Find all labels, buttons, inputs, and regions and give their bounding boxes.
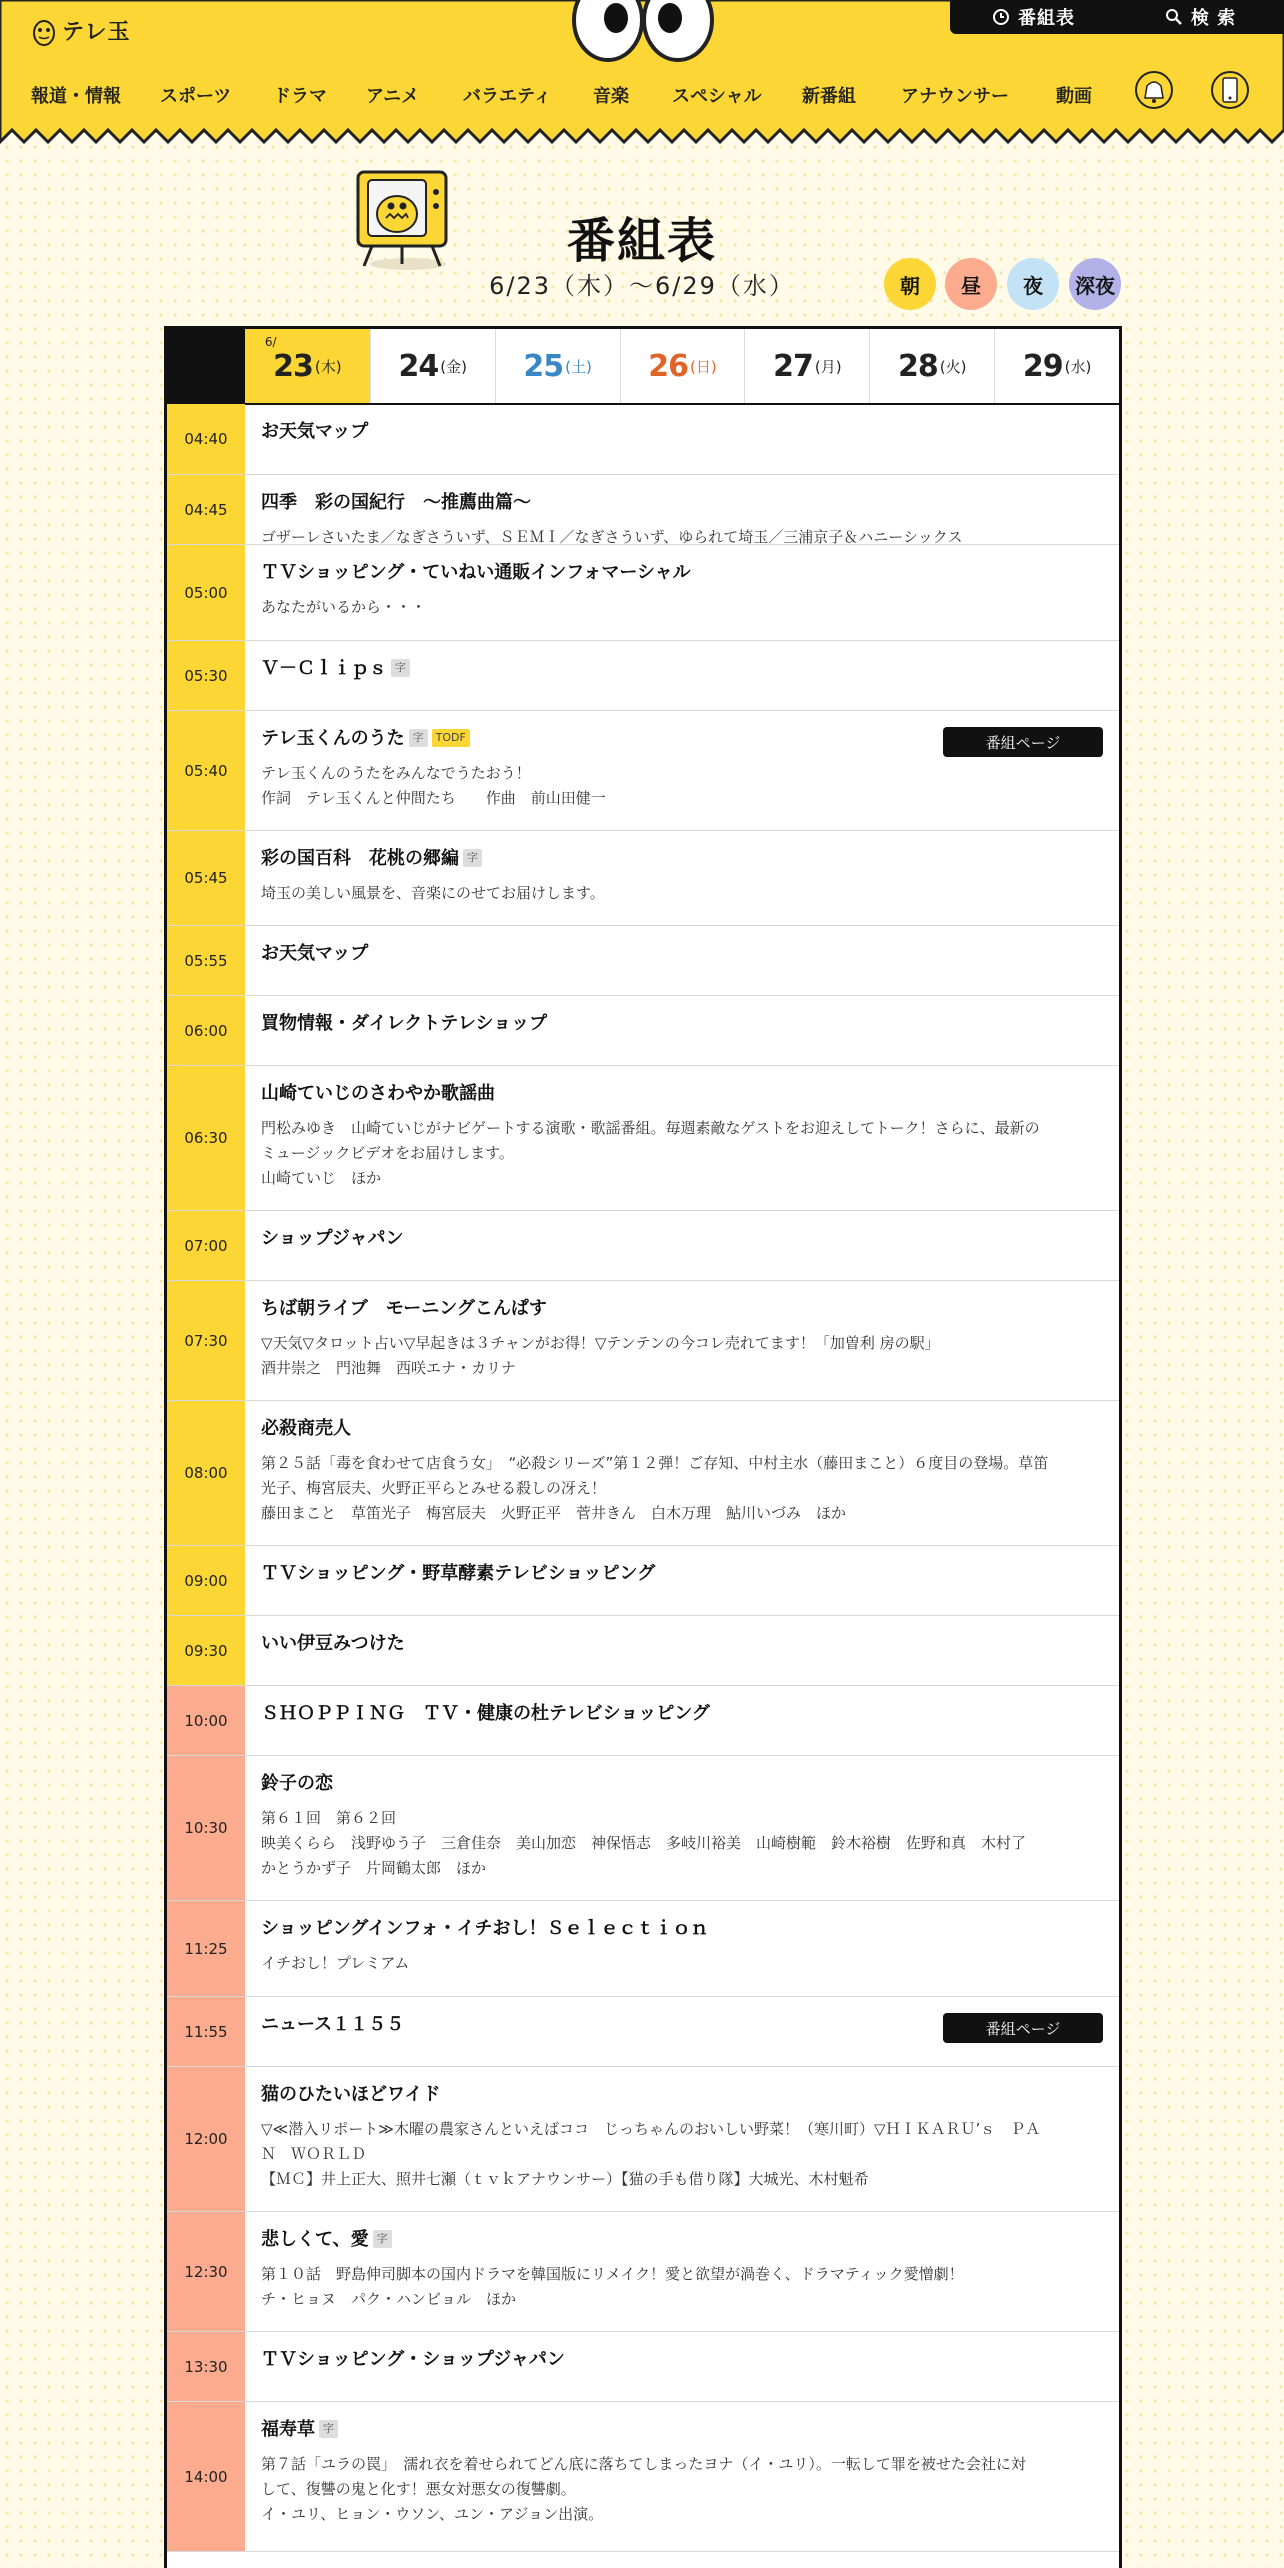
program-title-text: ＳＨＯＰＰＩＮＧ ＴＶ・健康の杜テレビショッピング: [261, 1703, 710, 1724]
program-title[interactable]: [261, 942, 1103, 966]
program-row[interactable]: [167, 641, 1119, 711]
subtitle-badge: 字: [463, 849, 482, 867]
program-row[interactable]: [167, 2402, 1119, 2552]
day-tab-weekday: (水): [1064, 357, 1092, 376]
program-title[interactable]: [261, 1297, 1103, 1321]
program-description-line: ▽天気▽タロット占い▽早起きは３チャンがお得！▽テンテンの今コレ売れてます！「加曽利 房の駅」: [261, 1334, 940, 1352]
program-title[interactable]: [261, 1702, 1103, 1726]
day-tab-number: 27: [773, 348, 813, 384]
day-tab-month: 6/: [264, 335, 277, 349]
program-row[interactable]: [167, 1686, 1119, 1756]
site-logo[interactable]: [32, 14, 131, 46]
page-title: 番組表: [566, 213, 717, 269]
program-title[interactable]: [261, 1632, 1103, 1656]
program-title-text: ＴＶショッピング・ていねい通販インフォマーシャル: [261, 562, 691, 583]
program-title-text: 必殺商売人: [261, 1418, 351, 1439]
program-page-button[interactable]: 番組ページ: [943, 727, 1103, 757]
program-time: 07:00: [167, 1211, 245, 1280]
day-tab-weekday: (木): [314, 357, 342, 376]
day-tab-weekday: (日): [690, 357, 717, 376]
time-of-day-morning[interactable]: 朝: [884, 258, 936, 310]
nav-video[interactable]: 動画: [1056, 86, 1092, 107]
todf-badge: TODF: [432, 729, 470, 747]
program-body: [245, 1211, 1119, 1280]
program-time: 11:25: [167, 1901, 245, 1996]
time-of-day-night[interactable]: 夜: [1007, 258, 1059, 310]
nav-music[interactable]: 音楽: [593, 86, 629, 107]
program-time: 12:00: [167, 2067, 245, 2211]
day-tab-weekday: (金): [440, 357, 467, 376]
day-tab-number: 26: [648, 348, 688, 384]
mascot-eyes-icon: [568, 0, 718, 64]
program-title-text: 鈴子の恋: [261, 1773, 333, 1794]
day-tab-number: 24: [398, 348, 439, 384]
search-button[interactable]: [1117, 4, 1284, 30]
program-description: [261, 1806, 1103, 1881]
program-title[interactable]: [261, 2418, 1103, 2442]
program-description-line: 埼玉の美しい風景を、音楽にのせてお届けします。: [261, 884, 605, 902]
program-time: 05:00: [167, 545, 245, 640]
program-time: 14:00: [167, 2402, 245, 2551]
program-title-text: ちば朝ライブ モーニングこんぱす: [261, 1298, 547, 1319]
program-description: [261, 2117, 1103, 2192]
nav-new-programs[interactable]: 新番組: [802, 86, 856, 107]
program-title-text: 山崎ていじのさわやか歌謡曲: [261, 1083, 495, 1104]
nav-sports[interactable]: スポーツ: [160, 86, 232, 107]
program-description-line: イチおし！プレミアム: [261, 1954, 410, 1972]
program-body: [245, 1281, 1119, 1400]
program-title-text: 猫のひたいほどワイド: [261, 2084, 441, 2105]
program-description-line: ミュージックビデオをお届けします。: [261, 1144, 514, 1162]
program-time: 13:30: [167, 2332, 245, 2401]
program-title-text: ＴＶショッピング・野草酵素テレビショッピング: [261, 1563, 656, 1584]
day-tab-weekday: (火): [939, 357, 967, 376]
program-description: [261, 1951, 1103, 1976]
program-title-text: 彩の国百科 花桃の郷編: [261, 848, 459, 869]
program-description-line: 第２５話「毒を食わせて店食う女」 “必殺シリーズ”第１２弾！ご存知、中村主水（藤田まこと）６度目の登場。草笛: [261, 1454, 1049, 1472]
program-body: [245, 831, 1119, 925]
program-description-line: Ｎ ＷＯＲＬＤ: [261, 2145, 367, 2163]
program-body: [245, 1686, 1119, 1755]
program-description-line: テレ玉くんのうたをみんなでうたおう！: [261, 764, 531, 782]
main-nav: [0, 82, 1130, 112]
subtitle-badge: 字: [409, 729, 428, 747]
program-description-line: 光子、梅宮辰夫、火野正平らとみせる殺しの冴え！: [261, 1479, 607, 1497]
schedule-button[interactable]: [950, 4, 1117, 30]
program-body: [245, 1546, 1119, 1615]
program-title[interactable]: [261, 847, 1103, 871]
program-title-text: 買物情報・ダイレクトテレショップ: [261, 1013, 548, 1034]
smartphone-icon: [1210, 68, 1250, 112]
program-description: [261, 1451, 1103, 1526]
program-title[interactable]: [261, 657, 1103, 681]
program-row[interactable]: [167, 1211, 1119, 1281]
nav-news[interactable]: 報道・情報: [31, 86, 121, 107]
program-title[interactable]: [261, 1227, 1103, 1251]
day-tab-number: 23: [273, 348, 313, 384]
program-description-line: 作詞 テレ玉くんと仲間たち 作曲 前山田健一: [261, 789, 606, 807]
program-title[interactable]: [261, 1562, 1103, 1586]
program-row[interactable]: [167, 2067, 1119, 2212]
program-time: 05:40: [167, 711, 245, 830]
program-title-text: ショップジャパン: [261, 1228, 404, 1249]
subtitle-badge: 字: [391, 659, 410, 677]
program-title-text: テレ玉くんのうた: [261, 728, 405, 749]
program-row[interactable]: [167, 404, 1119, 475]
search-icon: [1165, 8, 1183, 26]
schedule-button-label: 番組表: [1018, 8, 1075, 29]
program-body: [245, 711, 1119, 830]
program-body: [245, 2402, 1119, 2551]
top-utility-bar: [950, 0, 1284, 34]
program-body: [245, 2332, 1119, 2401]
program-description-line: して、復讐の鬼と化す！悪女対悪女の復讐劇。: [261, 2480, 576, 2498]
program-row[interactable]: [167, 1616, 1119, 1686]
program-title-text: Ｖ－Ｃｌｉｐｓ: [261, 658, 387, 679]
program-page-button[interactable]: 番組ページ: [943, 2013, 1103, 2043]
nav-anime[interactable]: アニメ: [366, 86, 420, 107]
day-tab-29[interactable]: [994, 329, 1119, 403]
program-body: [245, 2212, 1119, 2331]
program-row[interactable]: [167, 996, 1119, 1066]
program-time: 05:55: [167, 926, 245, 995]
program-body: [245, 1756, 1119, 1900]
program-body: [245, 1616, 1119, 1685]
program-row[interactable]: [167, 2332, 1119, 2402]
program-time: 11:55: [167, 1997, 245, 2066]
day-tabs-corner: [167, 329, 245, 403]
program-title[interactable]: [261, 1082, 1103, 1106]
program-body: [245, 545, 1119, 640]
program-time: 10:30: [167, 1756, 245, 1900]
program-description-line: ゴザーレさいたま／なぎさういず、ＳＥＭＩ／なぎさういず、ゆられて埼玉／三浦京子＆ハニーシックス: [261, 528, 963, 546]
site-header: [0, 0, 1284, 150]
search-button-label: 検 索: [1190, 8, 1237, 29]
program-body: [245, 996, 1119, 1065]
program-title-text: いい伊豆みつけた: [261, 1633, 405, 1654]
day-tab-weekday: (月): [814, 357, 842, 376]
day-tabs: [167, 329, 1119, 405]
program-row[interactable]: [167, 831, 1119, 926]
program-description-line: チ・ヒョヌ パク・ハンビョル ほか: [261, 2290, 517, 2308]
program-title-text: 福寿草: [261, 2419, 315, 2440]
day-tab-24[interactable]: [370, 329, 495, 403]
teletama-n-link[interactable]: [1134, 68, 1174, 112]
program-time: 10:00: [167, 1686, 245, 1755]
program-body: [245, 1997, 1119, 2066]
program-row[interactable]: [167, 1546, 1119, 1616]
day-tab-number: 25: [523, 348, 564, 384]
program-row[interactable]: [167, 1756, 1119, 1901]
program-title-text: ショッピングインフォ・イチおし！Ｓｅｌｅｃｔｉｏｎ: [261, 1918, 709, 1939]
nav-special[interactable]: スペシャル: [672, 86, 762, 107]
program-row[interactable]: [167, 1401, 1119, 1546]
program-row[interactable]: [167, 711, 1119, 831]
program-title[interactable]: [261, 2083, 1103, 2107]
day-tab-28[interactable]: [869, 329, 994, 403]
program-description: [261, 2262, 1103, 2312]
logo-text: テレ玉: [62, 19, 131, 45]
program-title[interactable]: [261, 2228, 1103, 2252]
program-description: [261, 2452, 1103, 2527]
program-time: 12:30: [167, 2212, 245, 2331]
time-of-day-noon[interactable]: 昼: [945, 258, 997, 310]
program-title-text: 四季 彩の国紀行 ～推薦曲篇～: [261, 492, 531, 513]
program-description-line: かとうかず子 片岡鶴太郎 ほか: [261, 1859, 487, 1877]
program-description-line: ▽≪潜入リポート≫木曜の農家さんといえばココ じっちゃんのおいしい野菜！（寒川町）▽ＨＩＫＡＲＵ’ｓ ＰＡ: [261, 2120, 1041, 2138]
logo-mascot-icon: [32, 14, 56, 46]
program-description-line: 第７話「ユラの罠」 濡れ衣を着せられてどん底に落ちてしまったヨナ（イ・ユリ）。一転して罪を被せた会社に対: [261, 2455, 1026, 2473]
program-time: 05:45: [167, 831, 245, 925]
nav-drama[interactable]: ドラマ: [273, 86, 327, 107]
program-description-line: 門松みゆき 山崎ていじがナビゲートする演歌・歌謡番組。毎週素敵なゲストをお迎えしてトーク！さらに、最新の: [261, 1119, 1040, 1137]
program-description-line: あなたがいるから・・・: [261, 598, 427, 616]
program-title[interactable]: [261, 561, 1103, 585]
program-time: 09:30: [167, 1616, 245, 1685]
program-description-line: 酒井崇之 門池舞 西咲エナ・カリナ: [261, 1359, 516, 1377]
program-row[interactable]: [167, 1066, 1119, 1211]
program-body: [245, 641, 1119, 710]
program-row[interactable]: [167, 1901, 1119, 1997]
program-time: 06:00: [167, 996, 245, 1065]
program-description-line: 藤田まこと 草笛光子 梅宮辰夫 火野正平 菅井きん 白木万理 鮎川いづみ ほか: [261, 1504, 847, 1522]
program-description-line: 第６１回 第６２回: [261, 1809, 397, 1827]
program-description-line: イ・ユリ、ヒョン・ウソン、ユン・アジョン出演。: [261, 2505, 604, 2523]
nav-variety[interactable]: バラエティ: [463, 86, 552, 107]
program-body: [245, 1901, 1119, 1996]
program-title[interactable]: [261, 1772, 1103, 1796]
day-tab-23[interactable]: [245, 329, 370, 403]
program-time: 04:40: [167, 404, 245, 474]
program-row[interactable]: [167, 926, 1119, 996]
program-row[interactable]: [167, 1281, 1119, 1401]
program-description: [261, 881, 1103, 906]
program-title[interactable]: [261, 1917, 1103, 1941]
program-title-text: ニュース１１５５: [261, 2014, 405, 2035]
program-row[interactable]: [167, 1997, 1119, 2067]
program-time: 08:00: [167, 1401, 245, 1545]
mascot-bell-icon: [1134, 68, 1174, 112]
day-tab-25[interactable]: [495, 329, 620, 403]
program-description: [261, 595, 1103, 620]
schedule-table: [164, 326, 1122, 2568]
time-of-day-late-night[interactable]: 深夜: [1069, 258, 1121, 310]
program-description: [261, 1116, 1103, 1191]
program-body: [245, 1066, 1119, 1210]
program-row[interactable]: [167, 2212, 1119, 2332]
program-body: [245, 404, 1119, 474]
program-body: [245, 2067, 1119, 2211]
program-title[interactable]: [261, 420, 1103, 444]
program-time: 04:45: [167, 475, 245, 544]
program-title[interactable]: [261, 1012, 1103, 1036]
day-tab-26[interactable]: [620, 329, 745, 403]
program-row[interactable]: [167, 545, 1119, 641]
program-title-text: 悲しくて、愛: [261, 2229, 369, 2250]
program-title[interactable]: [261, 491, 1103, 515]
program-description-line: 第１０話 野島伸司脚本の国内ドラマを韓国版にリメイク！愛と欲望が渦巻く、ドラマティック愛憎劇！: [261, 2265, 964, 2283]
program-time: 07:30: [167, 1281, 245, 1400]
program-time: 09:00: [167, 1546, 245, 1615]
program-description: [261, 761, 1103, 811]
day-tab-number: 28: [898, 348, 938, 384]
day-tab-weekday: (土): [565, 357, 592, 376]
program-title-text: お天気マップ: [261, 943, 369, 964]
program-body: [245, 926, 1119, 995]
program-time: 05:30: [167, 641, 245, 710]
program-description-line: 【ＭＣ】井上正大、照井七瀬（ｔｖｋアナウンサー）【猫の手も借り隊】大城光、木村魁希: [261, 2170, 869, 2188]
program-description: [261, 1331, 1103, 1381]
program-description-line: 映美くらら 浅野ゆう子 三倉佳奈 美山加恋 神保悟志 多岐川裕美 山崎樹範 鈴木裕樹 佐野和真 木村了: [261, 1834, 1027, 1852]
program-title[interactable]: [261, 1417, 1103, 1441]
nav-announcer[interactable]: アナウンサー: [901, 86, 1009, 107]
program-body: [245, 1401, 1119, 1545]
program-row[interactable]: [167, 475, 1119, 545]
program-title[interactable]: [261, 2348, 1103, 2372]
teletama-park-link[interactable]: [1210, 68, 1250, 112]
subtitle-badge: 字: [373, 2230, 392, 2248]
day-tab-number: 29: [1022, 348, 1063, 384]
subtitle-badge: 字: [319, 2420, 338, 2438]
program-description-line: 山崎ていじ ほか: [261, 1169, 382, 1187]
program-time: 06:30: [167, 1066, 245, 1210]
program-title-text: ＴＶショッピング・ショップジャパン: [261, 2349, 565, 2370]
program-title-text: お天気マップ: [261, 421, 369, 442]
date-range: 6/23（木）〜6/29（水）: [489, 272, 795, 300]
program-body: [245, 475, 1119, 544]
clock-icon: [992, 8, 1010, 26]
day-tab-27[interactable]: [744, 329, 869, 403]
